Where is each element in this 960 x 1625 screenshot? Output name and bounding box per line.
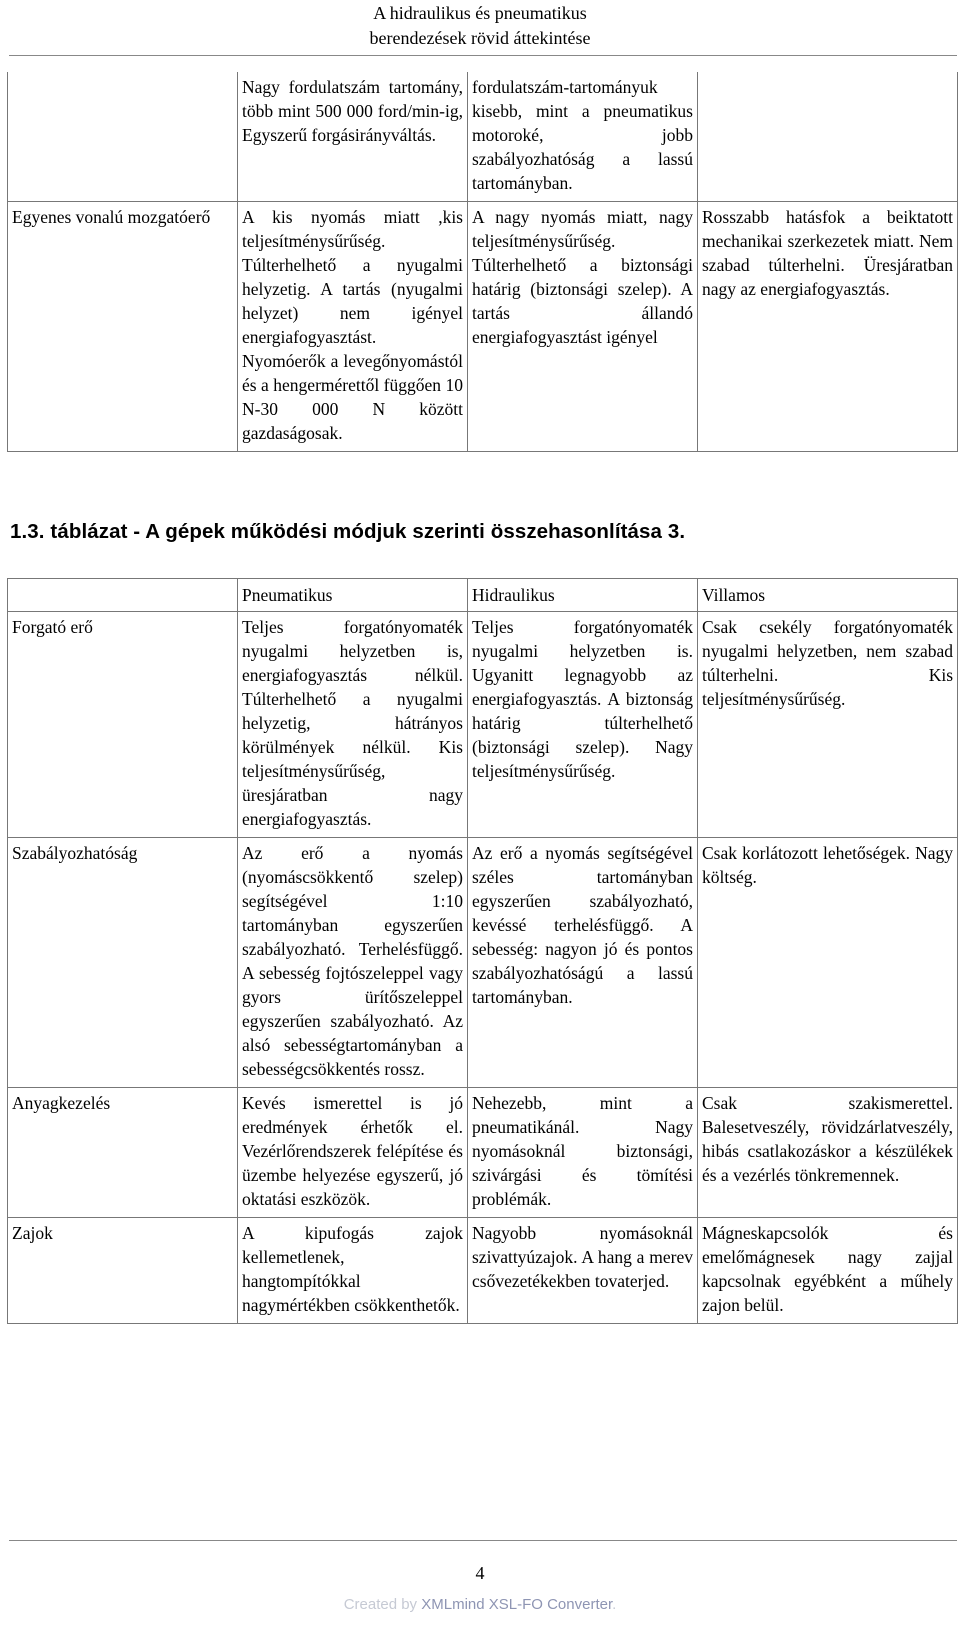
generator-prefix: Created by (343, 1596, 422, 1613)
hydraulic-cell: fordulatszám-tartományuk kisebb, mint a pneumatikus motoroké, jobb szabályozhatóság a lassú tartományban. (468, 72, 698, 202)
table-row (8, 838, 958, 1088)
hydraulic-cell: Nehezebb, mint a pneumatikánál. Nagy nyomásoknál biztonsági, szivárgási és tömítési problémák. (468, 1088, 698, 1218)
electric-cell: Rosszabb hatásfok a beiktatott mechanikai szerkezetek miatt. Nem szabad túlterhelni. Üresjáratban nagy az energiafogyasztás. (698, 202, 958, 452)
header-cell-hydraulic: Hidraulikus (468, 579, 698, 612)
header-line-1: A hidraulikus és pneumatikus (373, 3, 587, 23)
row-label-cell: Forgató erő (8, 612, 238, 838)
electric-cell (698, 72, 958, 202)
pneumatic-cell: Az erő a nyomás (nyomáscsökkentő szelep) segítségével 1:10 tartományban egyszerűen szabályozható. Terhelésfüggő. A sebesség fojtószeleppel vagy gyors ürítőszeleppel egyszerűen szabályozható. Az alsó sebességtartományban a sebességcsökkentés rossz. (238, 838, 468, 1088)
generator-suffix: . (612, 1596, 617, 1613)
generator-credit (0, 1596, 960, 1613)
row-label-cell: Anyagkezelés (8, 1088, 238, 1218)
pneumatic-cell: Nagy fordulatszám tartomány, több mint 500 000 ford/min-ig, Egyszerű forgásirányváltás. (238, 72, 468, 202)
footer-rule (9, 1540, 957, 1541)
pneumatic-cell: Teljes forgatónyomaték nyugalmi helyzetben is, energiafogyasztás nélkül. Túlterhelhető a nyugalmi helyzetig, hátrányos körülmények nélkül. Kis teljesítménysűrűség, üresjáratban nagy energiafogyasztás. (238, 612, 468, 838)
electric-cell: Csak korlátozott lehetőségek. Nagy költség. (698, 838, 958, 1088)
hydraulic-cell: A nagy nyomás miatt, nagy teljesítménysűrűség. Túlterhelhető a biztonsági határig (biztonsági szelep). A tartás állandó energiafogyasztást igényel (468, 202, 698, 452)
row-label-cell: Egyenes vonalú mozgatóerő (8, 202, 238, 452)
row-label-cell (8, 72, 238, 202)
table-row (8, 612, 958, 838)
table-row (8, 202, 958, 452)
hydraulic-cell: Teljes forgatónyomaték nyugalmi helyzetben is. Ugyanitt legnagyobb az energiafogyasztás. A biztonság határig túlterhelhető (biztonsági szelep). Nagy teljesítménysűrűség. (468, 612, 698, 838)
row-label-cell: Zajok (8, 1218, 238, 1324)
pneumatic-cell: A kipufogás zajok kellemetlenek, hangtompítókkal nagymértékben csökkenthetők. (238, 1218, 468, 1324)
hydraulic-cell: Az erő a nyomás segítségével széles tartományban egyszerűen szabályozható, kevéssé terhelésfüggő. A sebesség: nagyon jó és pontos szabályozhatóságú a lassú tartományban. (468, 838, 698, 1088)
page-number: 4 (475, 1563, 485, 1583)
comparison-table (7, 578, 958, 1324)
electric-cell: Csak csekély forgatónyomaték nyugalmi helyzetben, nem szabad túlterhelni. Kis teljesítménysűrűség. (698, 612, 958, 838)
table-row (8, 1088, 958, 1218)
header-cell-electric: Villamos (698, 579, 958, 612)
hydraulic-cell: Nagyobb nyomásoknál szivattyúzajok. A hang a merev csővezetékekben tovaterjed. (468, 1218, 698, 1324)
electric-cell: Csak szakismerettel. Balesetveszély, rövidzárlatveszély, hibás csatlakozáskor a készülékek és a vezérlés tönkremennek. (698, 1088, 958, 1218)
pneumatic-cell: A kis nyomás miatt ,kis teljesítménysűrűség. Túlterhelhető a nyugalmi helyzetig. A tartás (nyugalmi helyzet) nem igényel energiafogyasztást. Nyomóerők a levegőnyomástól és a hengermérettől függően 10 N-30 000 N között gazdaságosak. (238, 202, 468, 452)
header-cell-pneumatic: Pneumatikus (238, 579, 468, 612)
running-header (0, 0, 960, 51)
table-header-row (8, 579, 958, 612)
row-label-cell: Szabályozhatóság (8, 838, 238, 1088)
electric-cell: Mágneskapcsolók és emelőmágnesek nagy zajjal kapcsolnak egyébként a műhely zajon belül. (698, 1218, 958, 1324)
table-row (8, 1218, 958, 1324)
header-cell-empty (8, 579, 238, 612)
generator-brand: XMLmind XSL-FO Converter (421, 1596, 613, 1613)
header-rule (9, 55, 957, 56)
table-caption: 1.3. táblázat - A gépek működési módjuk szerinti összehasonlítása 3. (10, 520, 686, 543)
pneumatic-cell: Kevés ismerettel is jó eredmények érhetők el. Vezérlőrendszerek felépítése és üzembe helyezése egyszerű, jó oktatási eszközök. (238, 1088, 468, 1218)
header-line-2: berendezések rövid áttekintése (369, 28, 591, 48)
comparison-table-continued (7, 72, 958, 452)
table-row (8, 72, 958, 202)
